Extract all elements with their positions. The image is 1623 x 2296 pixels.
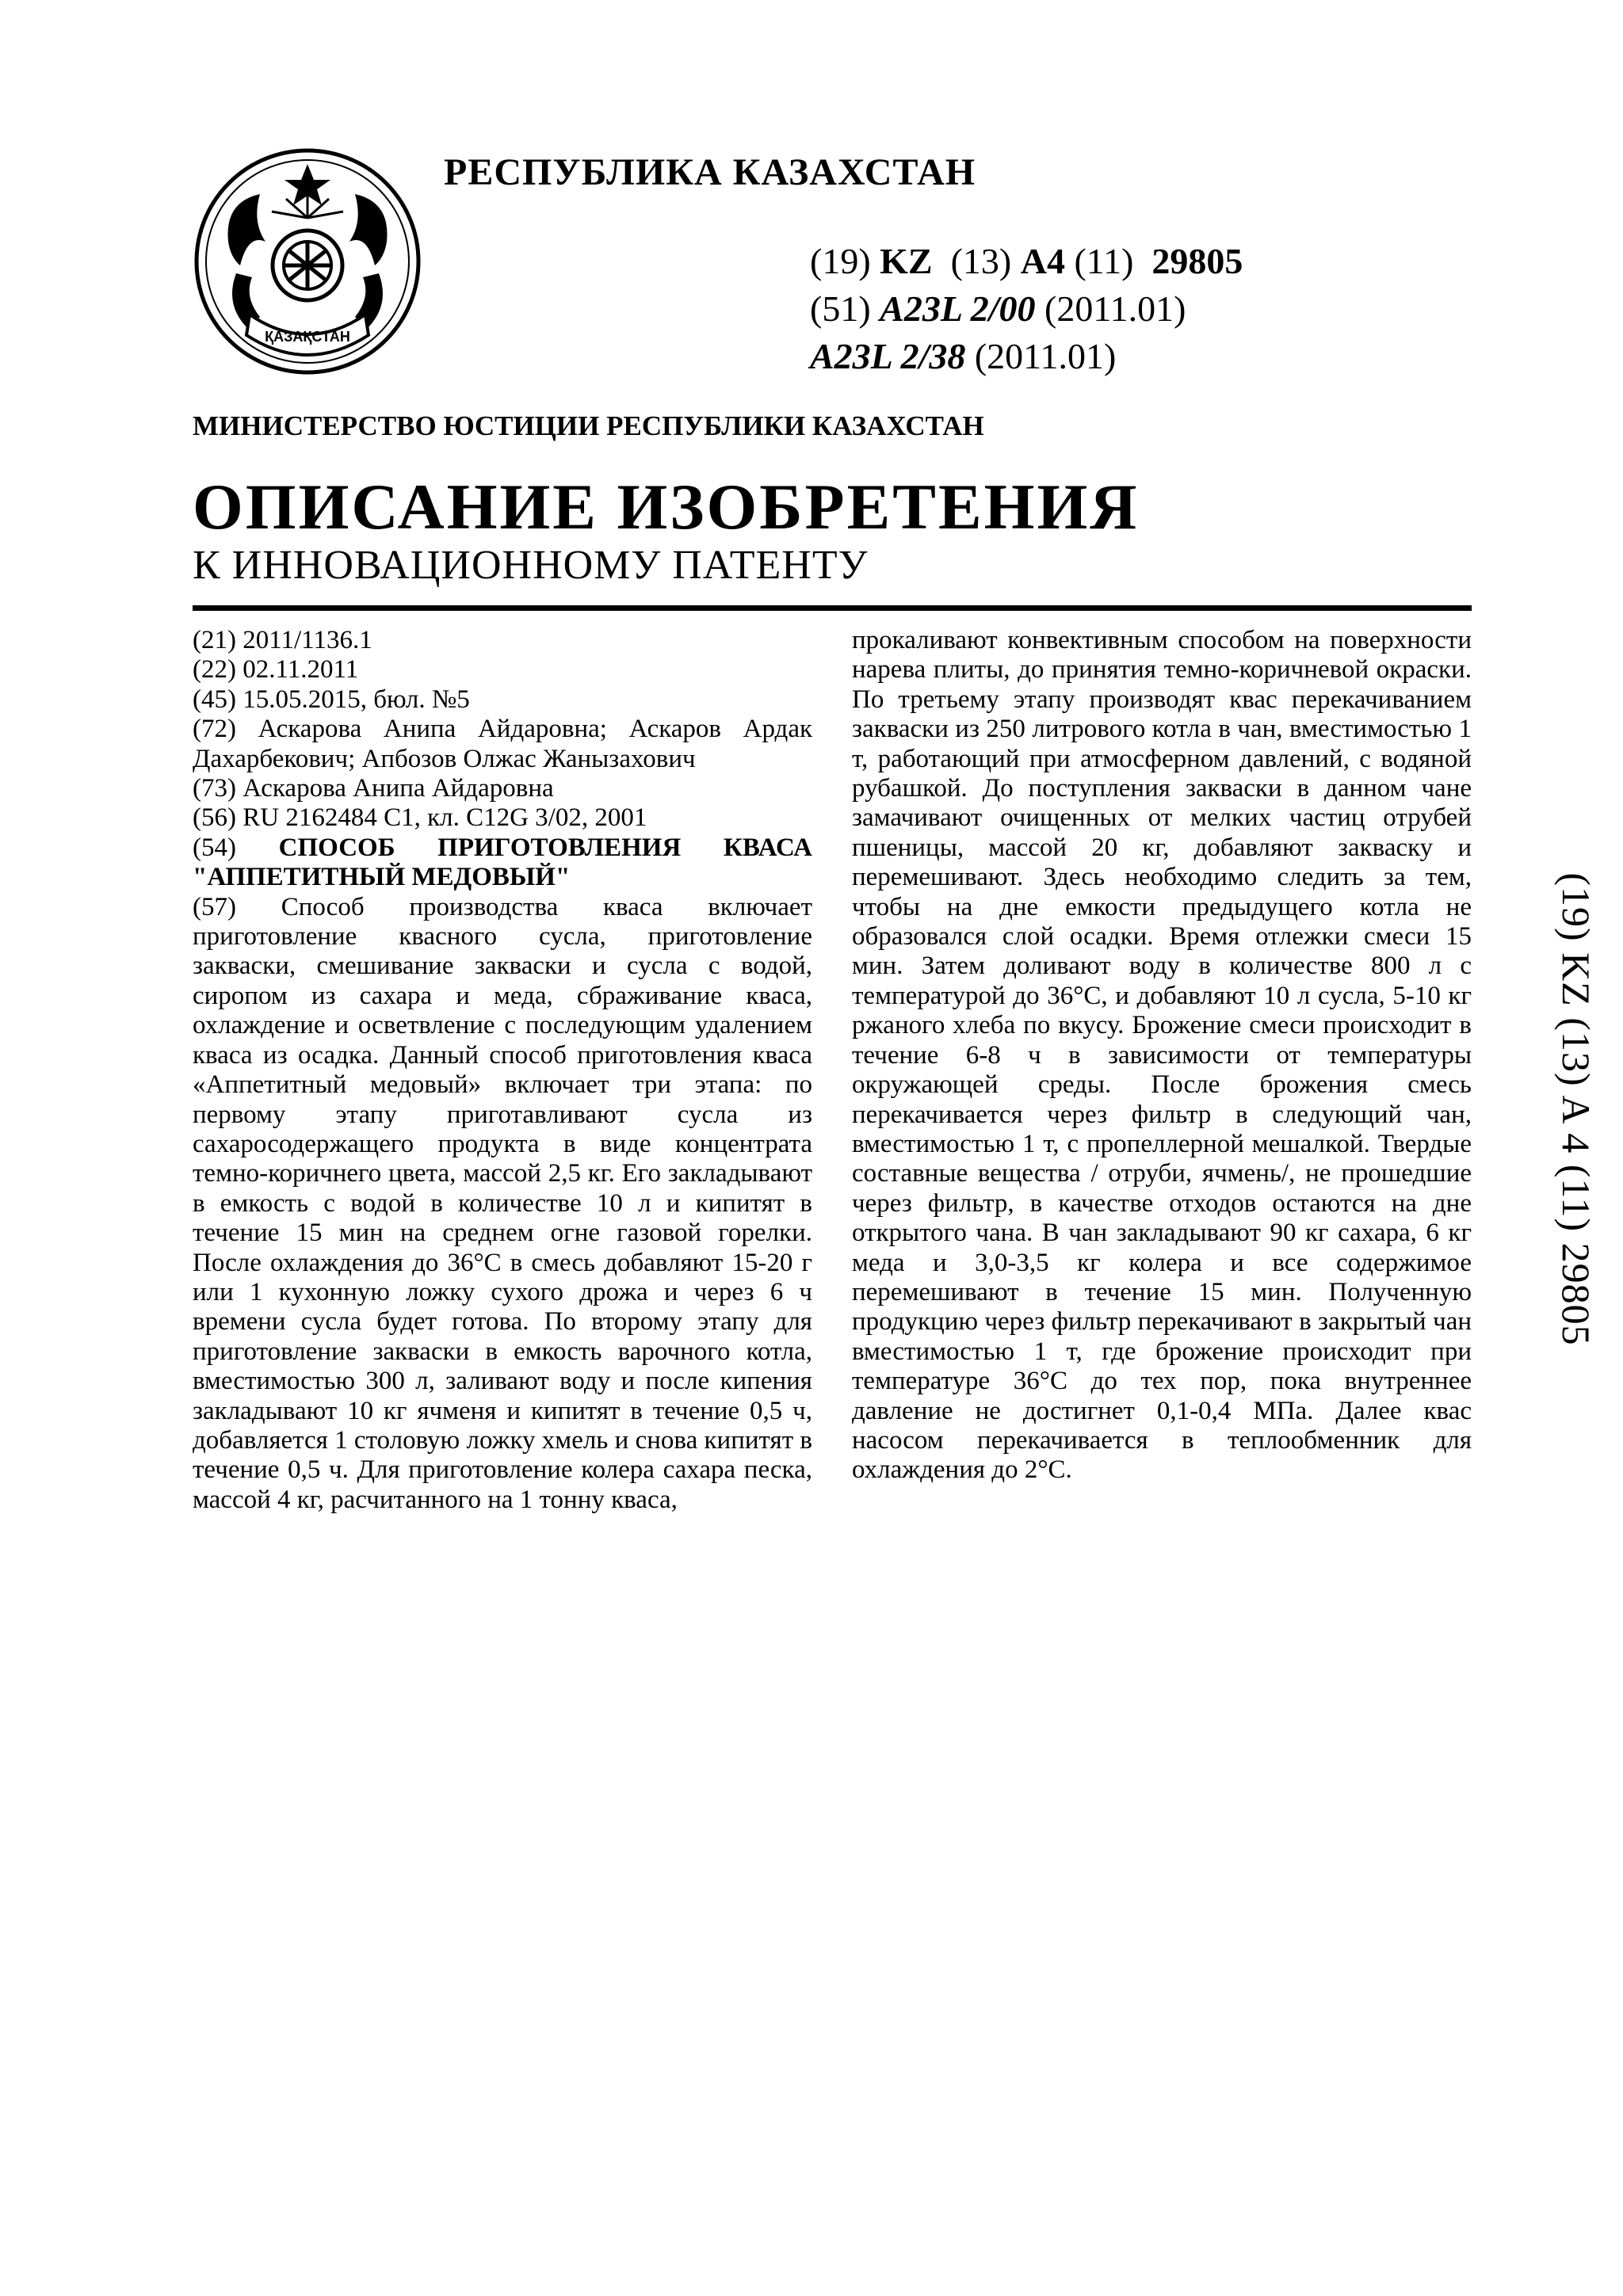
field-54-line-1 [193,833,812,863]
patent-identifiers [810,238,1243,380]
country-heading: РЕСПУБЛИКА КАЗАХСТАН [444,151,976,193]
ipc-year-1: (2011.01) [1044,288,1186,329]
left-column [193,626,812,1515]
heading-rule [193,605,1472,611]
field-72-line-1: (72) Аскарова Анипа Айдаровна; Аскаров Ардак [193,715,812,744]
abstract-right: прокаливают конвективным способом на поверхности нарева плиты, до принятия темно-коричневой окраски. По третьему этапу производят квас перекачиванием закваски из 250 литрового котла в чан, вместимостью 1 т, работающий при атмосферном давлений, с водяной рубашкой. До поступления закваски в данном чане замачивают очищенных от мелких частиц отрубей пшеницы, массой 20 кг, добавляют закваску и перемешивают. Здесь необходимо следить за тем, чтобы на дне емкости предыдущего котла не образовался слой осадки. Время отлежки смеси 15 мин. Затем доливают воду в количестве 800 л с температурой до 36°С, и добавляют 10 л сусла, 5-10 кг ржаного хлеба по вкусу. Брожение смеси происходит в течение 6-8 ч в зависимости от температуры окружающей среды. После брожения смесь перекачивается через фильтр в следующий чан, вместимостью 1 т, с пропеллерной мешалкой. Твердые составные вещества / отруби, ячмень/, не прошедшие через фильтр, в качестве отходов остаются на дне открытого чана. В чан закладывают 90 кг сахара, 6 кг меда и 3,0-3,5 кг колера и все содержимое перемешивают в течение 15 мин. Полученную продукцию через фильтр перекачивают в закрытый чан вместимостью 1 т, где брожение происходит при температуре 36°С до тех пор, пока внутреннее давление не достигнет 0,1-0,4 МПа. Далее квас насосом перекачивается в теплообменник для охлаждения до 2°С. [852,626,1472,1485]
ipc-code-1: A23L 2/00 [880,288,1036,329]
emblem-ribbon-text: ҚАЗАҚСТАН [265,329,350,345]
invention-title-line-2: "АППЕТИТНЫЙ МЕДОВЫЙ" [193,863,571,892]
side-identifier [1551,713,1602,1505]
field-45: (45) 15.05.2015, бюл. №5 [193,685,470,714]
field-56: (56) RU 2162484 C1, кл. C12G 3/02, 2001 [193,803,647,833]
right-column [852,626,1472,1486]
code-51: (51) [810,288,871,329]
document-subtitle: К ИННОВАЦИОННОМУ ПАТЕНТУ [193,543,869,588]
abstract-left: (57) Способ производства кваса включает приготовление квасного сусла, приготовление закваски, смешивание закваски и сусла с водой, сиропом из сахара и меда, сбраживание кваса, охлаждение и осветвление с последующим удалением кваса из осадка. Данный способ приготовления кваса «Аппетитный медовый» включает три этапа: по первому этапу приготавливают сусла из сахаросодержащего продукта в виде концентрата темно-коричнего цвета, массой 2,5 кг. Его закладывают в емкость с водой в количестве 10 л и кипитят в течение 15 мин на среднем огне газовой горелки. После охлаждения до 36°С в смесь добавляют 15-20 г или 1 кухонную ложку сухого дрожа и через 6 ч времени сусла будет готова. По второму этапу для приготовление закваски в емкость варочного котла, вместимостью 300 л, заливают воду и после кипения закладывают 10 кг ячменя и кипитят в течение 0,5 ч, добавляется 1 столовую ложку хмель и снова кипитят в течение 0,5 ч. Для приготовление колера сахара песка, массой 4 кг, расчитанного на 1 тонну кваса, [193,892,812,1514]
code-19: (19) [810,241,871,281]
side-identifier-text: (19) KZ (13) A 4 (11) 29805 [1554,872,1598,1346]
document-title: ОПИСАНИЕ ИЗОБРЕТЕНИЯ [193,471,1140,543]
id-line-1 [810,238,1243,285]
field-54-code: (54) [193,833,236,862]
ministry-heading: МИНИСТЕРСТВО ЮСТИЦИИ РЕСПУБЛИКИ КАЗАХСТАН [193,410,984,441]
code-11: (11) [1074,241,1134,281]
state-emblem [193,147,422,376]
field-72-line-2: Дахарбекович; Апбозов Олжас Жанызахович [193,744,696,773]
field-22: (22) 02.11.2011 [193,655,359,685]
patent-number: 29805 [1151,241,1243,281]
code-13: (13) [950,241,1012,281]
invention-title-line-1: СПОСОБ ПРИГОТОВЛЕНИЯ КВАСА [278,833,813,862]
doc-kind: A4 [1020,241,1065,281]
ipc-year-2: (2011.01) [974,336,1117,376]
id-line-3 [810,333,1243,380]
country-code: KZ [880,241,933,281]
field-73: (73) Аскарова Анипа Айдаровна [193,774,554,803]
ipc-code-2: A23L 2/38 [810,336,966,376]
field-21: (21) 2011/1136.1 [193,626,372,654]
id-line-2 [810,285,1243,333]
